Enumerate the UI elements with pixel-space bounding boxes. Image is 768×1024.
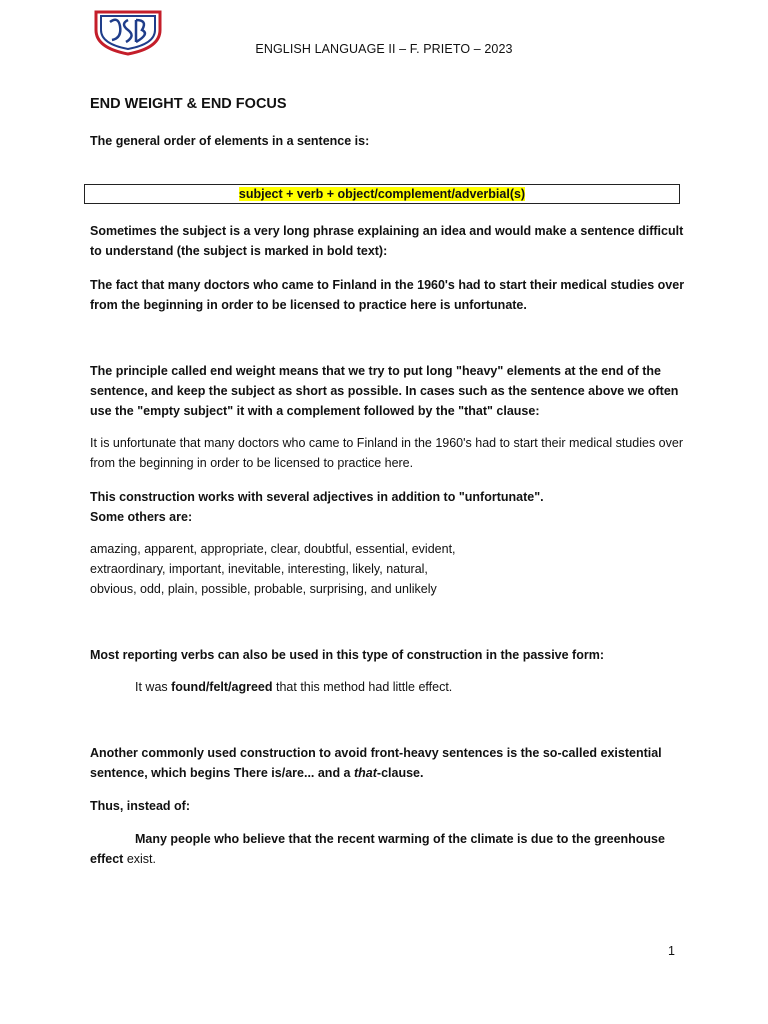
paragraph-instead-of: Thus, instead of:	[90, 799, 190, 813]
adjective-list-line-1: amazing, apparent, appropriate, clear, doubtful, essential, evident,	[90, 542, 456, 556]
paragraph-end-weight: The principle called end weight means that we try to put long "heavy" elements at the end of the sentence, and keep the subject as short as possible. In cases such as the sentence above we often use the "empty subject" it with a complement followed by the "that" clause:	[90, 364, 679, 418]
paragraph-reporting-verbs: Most reporting verbs can also be used in this type of construction in the passive form:	[90, 648, 604, 662]
page-title: END WEIGHT & END FOCUS	[90, 96, 287, 112]
example-existential-before	[90, 829, 690, 869]
existential-line-2-post: -clause.	[376, 766, 424, 780]
existential-line-1: Another commonly used construction to avoid front-heavy sentences is the so-called existential	[90, 746, 662, 760]
adjective-list-line-2: extraordinary, important, inevitable, interesting, likely, natural,	[90, 562, 428, 576]
adjectives-intro-line-1: This construction works with several adjectives in addition to "unfortunate".	[90, 490, 544, 504]
example-existential-post: exist.	[123, 852, 156, 866]
example-existential-line-1: Many people who believe that the recent warming of the climate is due to the greenhouse	[135, 832, 665, 846]
example-passive-pre: It was	[135, 680, 172, 694]
formula-highlight: subject + verb + object/complement/adverbial(s)	[238, 187, 526, 201]
existential-line-2	[90, 763, 690, 783]
paragraph-long-subject: Sometimes the subject is a very long phrase explaining an idea and would make a sentence difficult to understand (the subject is marked in bold text):	[90, 224, 684, 258]
adjective-list-line-3: obvious, odd, plain, possible, probable, surprising, and unlikely	[90, 582, 437, 596]
sentence-order-formula	[84, 184, 680, 204]
paragraph-existential	[90, 743, 690, 783]
example-existential-bold: effect	[90, 852, 124, 866]
page-number: 1	[668, 944, 675, 958]
example-passive-verbs: found/felt/agreed	[171, 680, 273, 694]
paragraph-adjectives-intro	[90, 487, 690, 527]
existential-line-2-italic: that	[353, 766, 377, 780]
adjective-list	[90, 539, 690, 599]
running-header: ENGLISH LANGUAGE II – F. PRIETO – 2023	[255, 42, 513, 56]
example-front-heavy: The fact that many doctors who came to Finland in the 1960's had to start their medical studies over from the beginning in order to be licensed to practice here is unfortunate.	[90, 278, 685, 312]
example-passive-post: that this method had little effect.	[272, 680, 453, 694]
existential-line-2-pre: sentence, which begins There is/are... and a	[90, 766, 354, 780]
intro-text: The general order of elements in a sentence is:	[90, 134, 370, 148]
example-empty-subject: It is unfortunate that many doctors who came to Finland in the 1960's had to start their medical studies over from the beginning in order to be licensed to practice here.	[90, 436, 683, 470]
example-passive	[135, 677, 452, 697]
adjectives-intro-line-2: Some others are:	[90, 510, 193, 524]
